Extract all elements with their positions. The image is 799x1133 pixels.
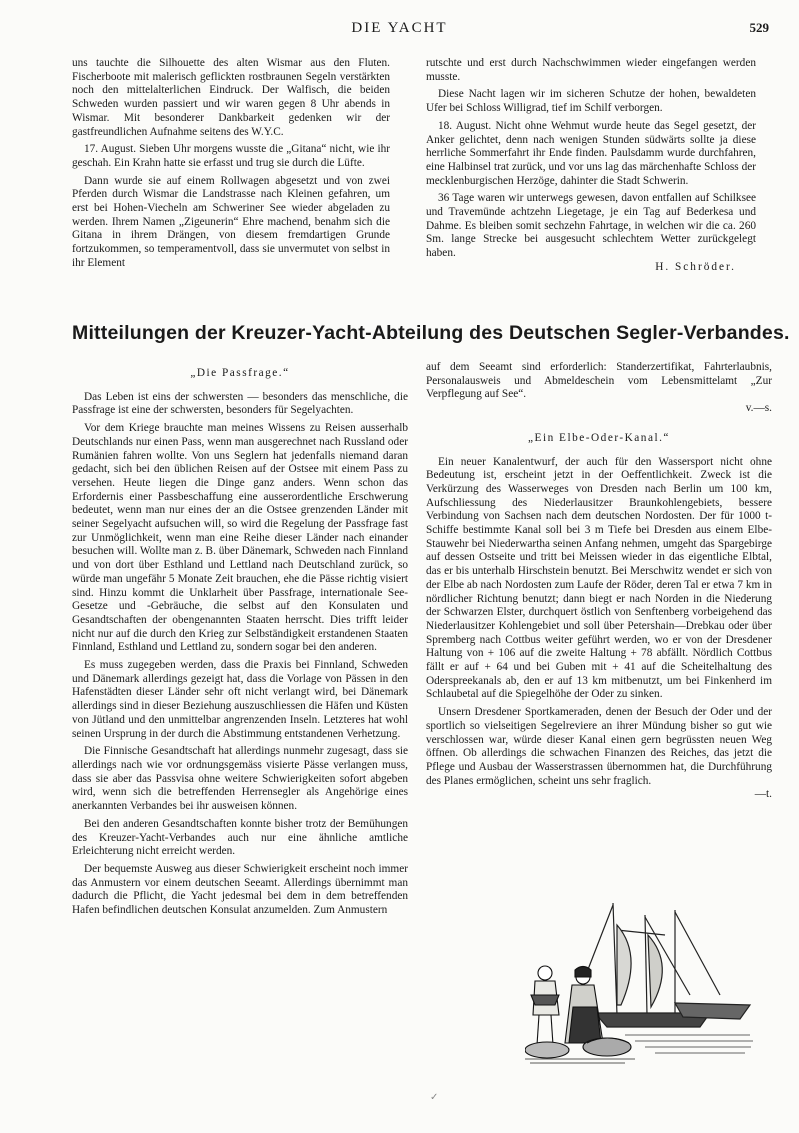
- article-heading: „Die Passfrage.“: [190, 367, 290, 379]
- paragraph: Es muss zugegeben werden, dass die Praxis bei Finnland, Schweden und Dänemark allerdings gezeigt hat, dass die Vorlage von Pässen in den Hafenstädten dieser Länder sehr oft nicht verlangt wird, bei Dänemark allerdings sind in dieser Beziehung auszuschliessen die Häfen und Küsten von Jütland und den unmittelbar angrenzenden Inseln. Letzteres hat wohl seinen Ursprung in der durch die Abstimmung entstandenen Verhetzung.: [72, 659, 408, 740]
- paragraph: 17. August. Sieben Uhr morgens wusste die „Gitana“ nicht, wie ihr geschah. Ein Krahn hatte sie erfasst und trug sie durch die Lüfte.: [72, 143, 390, 169]
- paragraph: uns tauchte die Silhouette des alten Wismar aus den Fluten. Fischerboote mit malerisch geflickten rostbraunen Segeln verstärkten noch den mittelalterlichen Eindruck. Der Walfisch, die beiden Schweden wurden passiert und wir waren gegen 8 Uhr abends in Wismar. Mit besonderer Dankbarkeit gedenken wir der gastfreundlichen Aufnahme seitens des W.Y.C.: [72, 57, 390, 138]
- paragraph: Bei den anderen Gesandtschaften konnte bisher trotz der Bemühungen des Kreuzer-Yacht-Verbandes auch nur eine ähnliche amtliche Erleichterung nicht erreicht werden.: [72, 817, 408, 858]
- top-left-column: [72, 57, 390, 275]
- paragraph: rutschte und erst durch Nachschwimmen wieder eingefangen werden musste.: [426, 57, 756, 83]
- harbor-scene-fishermen-icon: [525, 895, 755, 1065]
- paragraph: Die Finnische Gesandtschaft hat allerdings nunmehr zugesagt, dass sie allerdings nach wie vor ordnungsgemäss visierte Pässe verlangen muss, dass sie aber das Passvisa ohne weitere Schwierigkeiten sofort abgeben wird, wenn sich die betreffenden Herrensegler als Angehörige eines anerkannten Verbandes bei ihr ausweisen können.: [72, 745, 408, 813]
- paragraph: Der bequemste Ausweg aus dieser Schwierigkeit erscheint noch immer das Anmustern vor einem deutschen Seeamt. Allerdings übernimmt man dadurch die Pflicht, die Yacht jedesmal bei dem in dem betreffenden Hafen befindlichen deutschen Konsulat anzumelden. Zum Anmustern: [72, 862, 408, 917]
- paragraph: Das Leben ist eins der schwersten — besonders das menschliche, die Passfrage ist eine der schwersten, besonders für Segelyachten.: [72, 390, 408, 417]
- article-signature: —t.: [754, 788, 772, 801]
- paragraph: Dann wurde sie auf einem Rollwagen abgesetzt und von zwei Pferden durch Wismar die Landstrasse nach Kleinen gefahren, um erst bei Hohen-Viecheln am Schweriner See wieder abgeladen zu werden. Ihrem Namen „Zigeunerin“ Ehre machend, benahm sich die Gitana in ihrem Drängen, von diesem fremdartigen Grunde fortzukommen, so temperamentvoll, dass sie unvermutet von selbst in ihr Element: [72, 174, 390, 269]
- body-left-column: [72, 361, 408, 922]
- paragraph: 36 Tage waren wir unterwegs gewesen, davon entfallen auf Schilksee und Travemünde achtzehn Liegetage, je ein Tag auf Bederkesa und Dahme. Es bleiben somit sechzehn Fahrtage, in welchen wir die ca. 260 Sm. lange Strecke bei ausgesucht schlechtem Wetter zurückgelegt haben.: [426, 192, 756, 260]
- article-heading: „Ein Elbe-Oder-Kanal.“: [528, 431, 670, 444]
- running-title: DIE YACHT: [351, 20, 448, 36]
- top-right-column: [426, 57, 756, 275]
- author-signature: H. Schröder.: [655, 260, 736, 273]
- body-right-column: [426, 361, 772, 802]
- article-signature: v.—s.: [745, 402, 772, 415]
- paragraph: Diese Nacht lagen wir im sicheren Schutze der hohen, bewaldeten Ufer bei Schloss Willigrad, tief im Schilf verborgen.: [426, 88, 756, 115]
- paragraph: Vor dem Kriege brauchte man meines Wissens zu Reisen ausserhalb Deutschlands nur einen Pass, wenn man ausgerechnet nach Russland oder Rumänien fahren wollte. Von uns Seglern hat jedenfalls niemand daran gedacht, sich bei den üblichen Reisen auf der Ostsee mit einem Pass zu versehen. Heute liegen die Dinge ganz anders. Wenn schon das Erfordernis einer Passbeschaffung eine ausserordentliche Erschwerung bedeutet, wenn man nur eines der an die Ostsee grenzenden Länder mit seiner Segelyacht aufsuchen will, so wird die Regelung der Passfrage fast zur Unmöglichkeit, wenn man eine Reihe dieser Länder nach einander besuchen will. Wollte man z. B. über Dänemark, Schweden nach Finnland und von dort über Esthland und Lettland nach Deutschland zurück, so würde man ungefähr 5 Monate Zeit brauchen, ehe die Pässe richtig visiert sind. Hinzu kommt die Unklarheit über Passfrage, internationale See-Gesetze und -Gebräuche, die selbst auf den Konsulaten und Gesandtschaften der obengenannten Staaten herrscht. Dies trifft leider nicht nur auf die durch den Krieg zur Selbständigkeit erstandenen Staaten Finnland, Esthland und Lettland zu, sondern sogar bei den anderen.: [72, 422, 408, 654]
- page-mark: ✓: [430, 1092, 439, 1103]
- paragraph: auf dem Seeamt sind erforderlich: Standerzertifikat, Fahrterlaubnis, Personalausweis und Abmeldeschein vom Lebensmittelamt „Zur Verpflegung auf See“.: [426, 361, 772, 401]
- paragraph: 18. August. Nicht ohne Wehmut wurde heute das Segel gesetzt, der Anker gelichtet, denn nach wenigen Stunden südwärts sollte ja diese herrliche Sommerfahrt ihr Ende finden. Paulsdamm wurde durchfahren, eine Halbinsel trat zurück, und vor uns lag das märchenhafte Schloss der mecklenburgischen Herzöge, dahinter die Stadt Schwerin.: [426, 119, 756, 187]
- section-title: Mitteilungen der Kreuzer-Yacht-Abteilung des Deutschen Segler-Verbandes.: [72, 322, 790, 344]
- page-number: 529: [749, 20, 769, 35]
- paragraph: Unsern Dresdener Sportkameraden, denen der Besuch der Oder und der sportlich so vielseitigen Segelreviere an ihrer Mündung bisher so gut wie verschlossen war, würde dieser Kanal einen gern begrüssten neuen Weg öffnen. Ob allerdings die schwachen Finanzen des Reiches, das jetzt die Pflege und Ausbau der Wasserstrassen übernommen hat, die Durchführung des Planes ermöglichen, scheint uns sehr fraglich.: [426, 706, 772, 787]
- paragraph: Ein neuer Kanalentwurf, der auch für den Wassersport nicht ohne Bedeutung ist, erscheint jetzt in der Oeffentlichkeit. Zweck ist die Verkürzung des Wasserweges von Dresden nach Berlin um 100 km, Aufschliessung des Niederlausitzer Braunkohlengebiets, bessere Verbindung von Sachsen nach dem deutschen Nordosten. Der für 1000 t-Schiffe bestimmte Kanal soll bei 3 m Tiefe bei Dresden aus einem Elbe-Stauwehr bei Niederwartha seinen Anfang nehmen, umgeht das Spargebirge auf dessen Ostseite und tritt bei Meissen wieder in das eigentliche Elbtal, das er bis unterhalb Hirschstein benutzt. Bei Merschwitz wendet er sich von der Elbe ab nach Nordosten zum Laufe der Röder, deren Tal er etwa 7 km in nördlicher Richtung benutzt; dann biegt er nach Norden in die Niederung der Schwarzen Elster, durchquert östlich von Senftenberg vorbeigehend das Niederlausitzer Kohlengebiet und soll über Petershain—Drebkau oder über Spremberg nach Cottbus weiter geführt werden, wo er von der Dresdener Haltung von + 106 auf die zweite Haltung + 78 abfällt. Nördlich Cottbus fällt er auf + 64 und bei Guben mit + 41 auf die Scheitelhaltung des Oderspreekanals ab, den er auf 13 km mitbenutzt, um bei Finkenherd im Schlaubetal auf die Spiegelhöhe der Oder zu sinken.: [426, 455, 772, 701]
